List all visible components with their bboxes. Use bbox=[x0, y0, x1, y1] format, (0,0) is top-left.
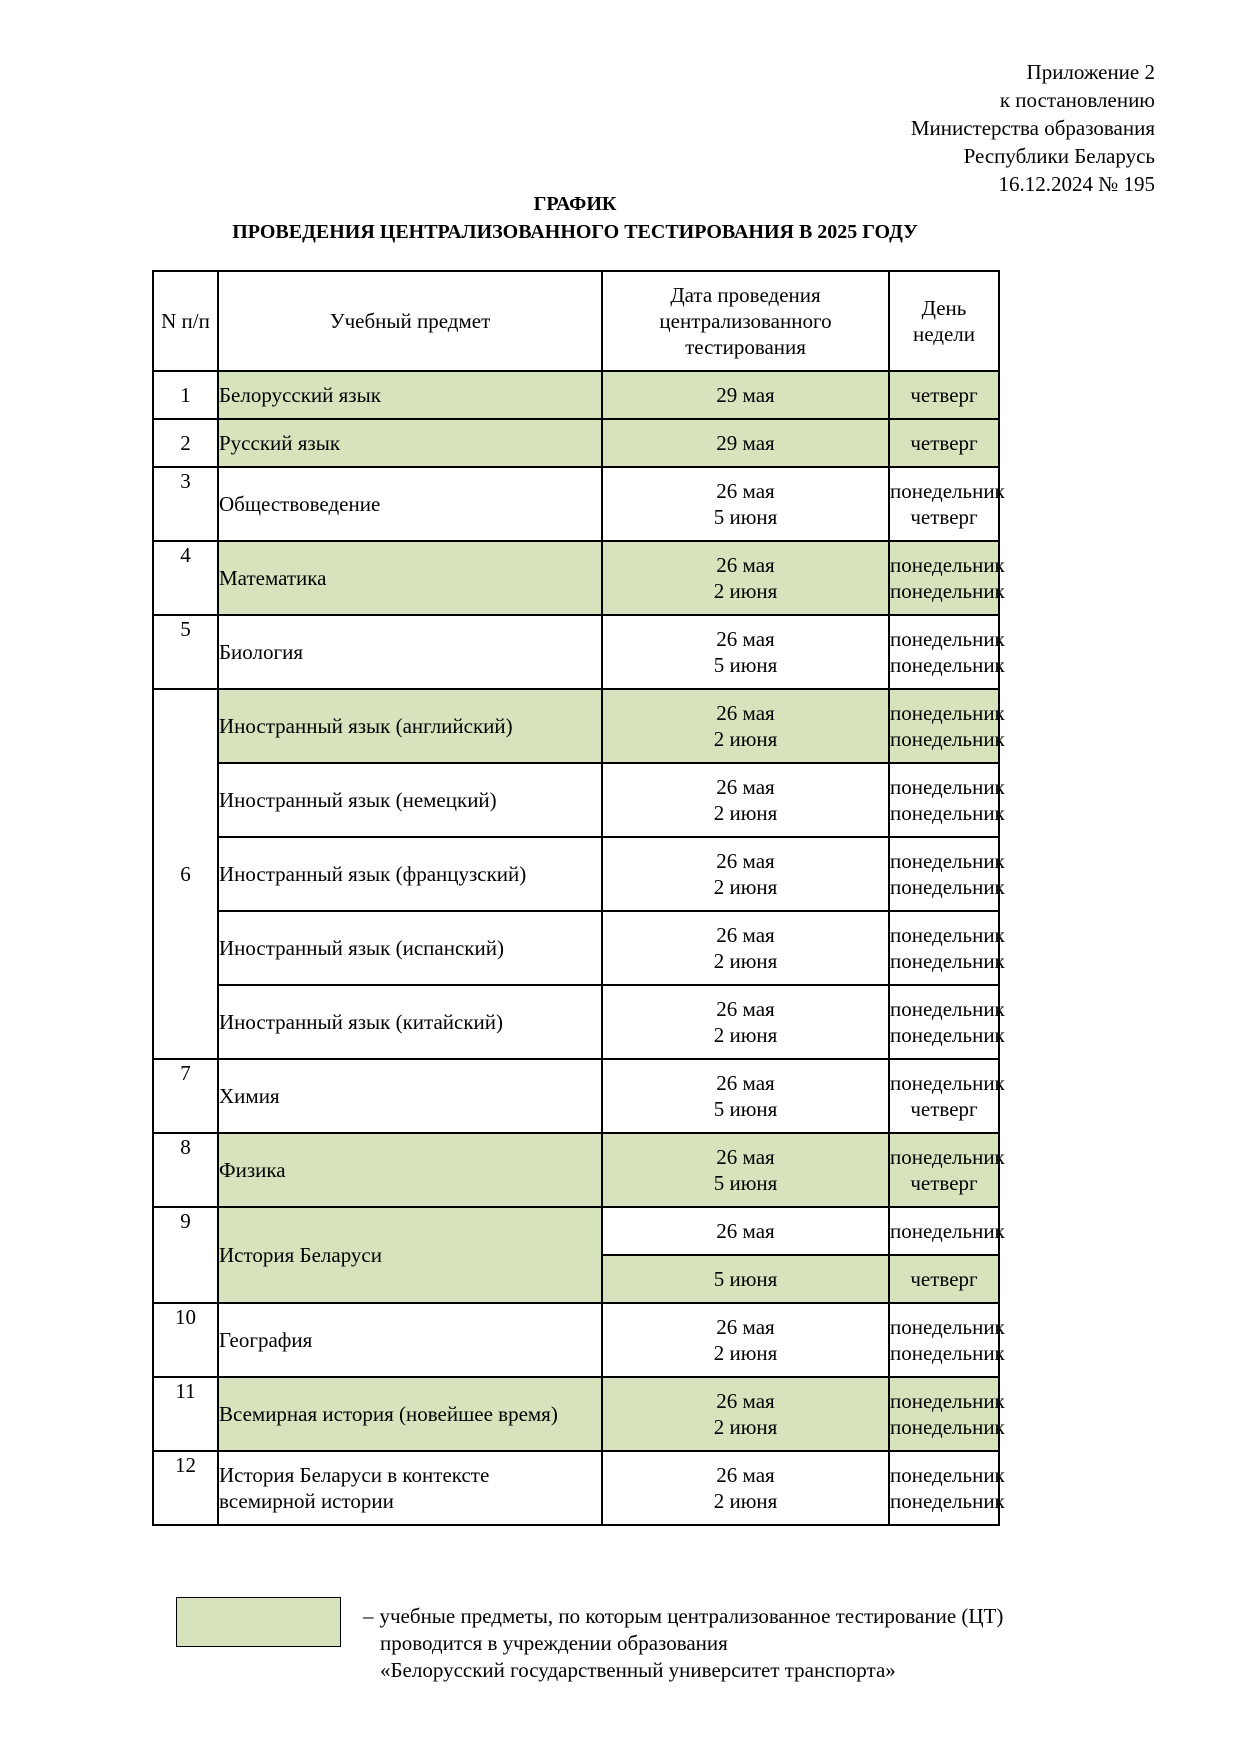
row-dates: 26 мая 2 июня bbox=[602, 837, 889, 911]
row-weekday: четверг bbox=[889, 371, 999, 419]
row-dates: 26 мая 2 июня bbox=[602, 985, 889, 1059]
row-number: 10 bbox=[153, 1303, 218, 1377]
row-dates: 26 мая 5 июня bbox=[602, 467, 889, 541]
row-date: 29 мая bbox=[602, 419, 889, 467]
row-subject: Русский язык bbox=[218, 419, 602, 467]
appendix-header bbox=[911, 58, 1155, 198]
row-number: 11 bbox=[153, 1377, 218, 1451]
row-subject: Химия bbox=[218, 1059, 602, 1133]
row-weekdays: понедельник понедельник bbox=[889, 1451, 999, 1525]
row-dates: 26 мая 5 июня bbox=[602, 1059, 889, 1133]
header-number: N п/п bbox=[153, 271, 218, 371]
row-subject: Физика bbox=[218, 1133, 602, 1207]
table-row bbox=[153, 1059, 999, 1133]
row-subject: Математика bbox=[218, 541, 602, 615]
table-row bbox=[153, 1451, 999, 1525]
row-dates: 26 мая 2 июня bbox=[602, 1377, 889, 1451]
table-row bbox=[153, 615, 999, 689]
row-subject: История Беларуси в контексте всемирной истории bbox=[218, 1451, 602, 1525]
appendix-line: Республики Беларусь bbox=[963, 144, 1155, 168]
row-subject: Иностранный язык (китайский) bbox=[218, 985, 602, 1059]
row-dates: 26 мая 2 июня bbox=[602, 1303, 889, 1377]
appendix-line: к постановлению bbox=[999, 88, 1155, 112]
schedule-table bbox=[152, 270, 1005, 1526]
legend-line-3: «Белорусский государственный университет транспорта» bbox=[380, 1658, 896, 1682]
row-subject: География bbox=[218, 1303, 602, 1377]
row-weekday: четверг bbox=[889, 1255, 999, 1303]
row-number: 6 bbox=[153, 689, 218, 1059]
row-date: 26 мая bbox=[602, 1207, 889, 1255]
row-subject: Биология bbox=[218, 615, 602, 689]
row-date: 5 июня bbox=[602, 1255, 889, 1303]
row-number: 7 bbox=[153, 1059, 218, 1133]
row-subject: Иностранный язык (английский) bbox=[218, 689, 602, 763]
row-subject: Белорусский язык bbox=[218, 371, 602, 419]
row-weekdays: понедельник четверг bbox=[889, 1133, 999, 1207]
appendix-line: Приложение 2 bbox=[1026, 60, 1155, 84]
legend-dash: – bbox=[363, 1604, 374, 1628]
row-date: 29 мая bbox=[602, 371, 889, 419]
table-row bbox=[153, 1377, 999, 1451]
row-number: 8 bbox=[153, 1133, 218, 1207]
title-line-2: ПРОВЕДЕНИЯ ЦЕНТРАЛИЗОВАННОГО ТЕСТИРОВАНИЯ В 2025 ГОДУ bbox=[232, 221, 918, 243]
row-dates: 26 мая 2 июня bbox=[602, 689, 889, 763]
row-subject: Иностранный язык (французский) bbox=[218, 837, 602, 911]
table-row bbox=[153, 763, 999, 837]
row-dates: 26 мая 5 июня bbox=[602, 1133, 889, 1207]
row-number: 12 bbox=[153, 1451, 218, 1525]
legend-color-swatch bbox=[176, 1597, 341, 1647]
row-subject: Обществоведение bbox=[218, 467, 602, 541]
row-number: 2 bbox=[153, 419, 218, 467]
row-weekday: понедельник bbox=[889, 1207, 999, 1255]
appendix-line: Министерства образования bbox=[910, 116, 1155, 140]
legend-line-2: проводится в учреждении образования bbox=[380, 1631, 728, 1655]
table-row bbox=[153, 541, 999, 615]
table-row bbox=[153, 1207, 999, 1255]
row-weekdays: понедельник понедельник bbox=[889, 985, 999, 1059]
row-dates: 26 мая 2 июня bbox=[602, 541, 889, 615]
table-row bbox=[153, 371, 999, 419]
table-row bbox=[153, 1133, 999, 1207]
header-subject: Учебный предмет bbox=[218, 271, 602, 371]
table-row bbox=[153, 689, 999, 763]
row-weekdays: понедельник понедельник bbox=[889, 837, 999, 911]
table-row bbox=[153, 837, 999, 911]
row-weekdays: понедельник понедельник bbox=[889, 763, 999, 837]
row-weekday: четверг bbox=[889, 419, 999, 467]
table-row bbox=[153, 419, 999, 467]
row-dates: 26 мая 2 июня bbox=[602, 763, 889, 837]
row-weekdays: понедельник понедельник bbox=[889, 615, 999, 689]
row-subject: Иностранный язык (испанский) bbox=[218, 911, 602, 985]
row-number: 4 bbox=[153, 541, 218, 615]
row-subject: Всемирная история (новейшее время) bbox=[218, 1377, 602, 1451]
row-subject: История Беларуси bbox=[218, 1207, 602, 1303]
table-row bbox=[153, 911, 999, 985]
row-number: 9 bbox=[153, 1207, 218, 1303]
row-weekdays: понедельник понедельник bbox=[889, 541, 999, 615]
header-date: Дата проведения централизованного тестирования bbox=[602, 271, 889, 371]
row-weekdays: понедельник понедельник bbox=[889, 689, 999, 763]
row-weekdays: понедельник понедельник bbox=[889, 911, 999, 985]
table-row bbox=[153, 1303, 999, 1377]
row-subject: Иностранный язык (немецкий) bbox=[218, 763, 602, 837]
table-header-row bbox=[153, 271, 999, 371]
legend-line-1: учебные предметы, по которым централизованное тестирование (ЦТ) bbox=[379, 1604, 1004, 1628]
row-number: 1 bbox=[153, 371, 218, 419]
row-dates: 26 мая 2 июня bbox=[602, 911, 889, 985]
row-weekdays: понедельник понедельник bbox=[889, 1377, 999, 1451]
legend-text bbox=[363, 1603, 1003, 1684]
row-dates: 26 мая 5 июня bbox=[602, 615, 889, 689]
row-dates: 26 мая 2 июня bbox=[602, 1451, 889, 1525]
row-weekdays: понедельник четверг bbox=[889, 467, 999, 541]
row-number: 3 bbox=[153, 467, 218, 541]
table-row bbox=[153, 467, 999, 541]
title-line-1: ГРАФИК bbox=[533, 193, 617, 215]
row-weekdays: понедельник понедельник bbox=[889, 1303, 999, 1377]
row-weekdays: понедельник четверг bbox=[889, 1059, 999, 1133]
document-title bbox=[152, 190, 998, 246]
appendix-line: 16.12.2024 № 195 bbox=[998, 172, 1155, 196]
header-weekday: День недели bbox=[889, 271, 999, 371]
table-row bbox=[153, 985, 999, 1059]
row-number: 5 bbox=[153, 615, 218, 689]
